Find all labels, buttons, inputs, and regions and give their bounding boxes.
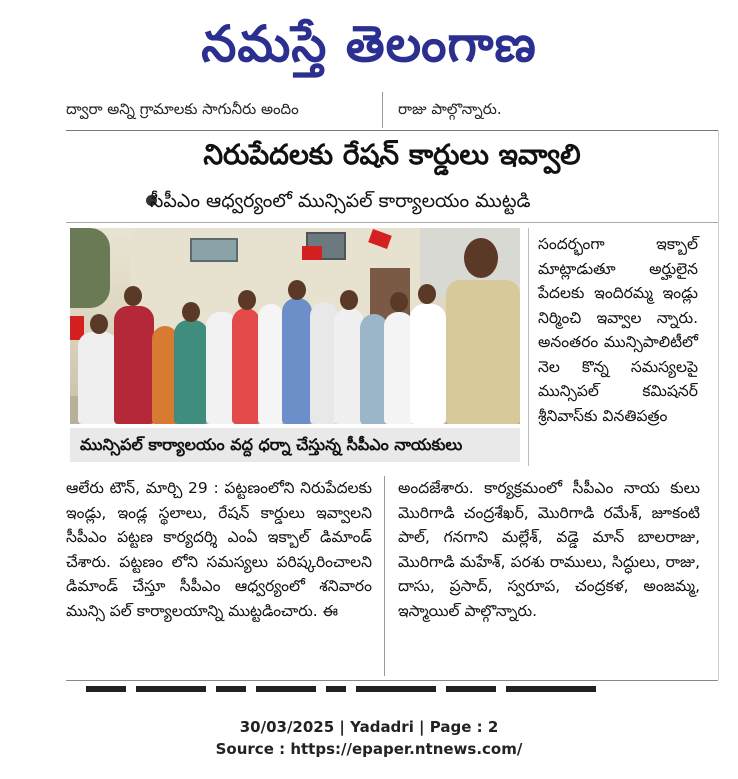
photo-person xyxy=(114,306,154,424)
article-column-left xyxy=(66,476,372,623)
next-article-cutoff xyxy=(86,686,626,696)
photo-person-head xyxy=(90,314,108,334)
photo-person-head xyxy=(124,286,142,306)
photo-window xyxy=(190,238,238,262)
photo-person xyxy=(410,304,446,424)
photo-person xyxy=(232,308,260,424)
photo-person-head xyxy=(238,290,256,310)
section-divider xyxy=(66,130,718,131)
photo-person-head xyxy=(390,292,408,312)
article-paragraph: సందర్భంగా ఇక్బాల్ మాట్లాడుతూ అర్హులైన పేదలకు ఇందిరమ్మ ఇండ్లు నిర్మించి ఇవ్వాల న్నారు. అనంతరం మున్సిపాలిటీలో నెల కొన్న సమస్యలపై మున్సిపల్ కమిషనర్ శ్రీనివాస్‌కు వినతిపత్రం xyxy=(538,235,698,425)
photo-person-head xyxy=(418,284,436,304)
photo-person-head xyxy=(288,280,306,300)
photo-person xyxy=(282,298,312,424)
photo-person xyxy=(174,320,208,424)
article-paragraph: ఆలేరు టౌన్, మార్చి 29 : పట్టణంలోని నిరుపేదలకు ఇండ్లు, ఇండ్ల స్థలాలు, రేషన్ కార్డులు ఇవ్వాలని సీపీఎం పట్టణ కార్యదర్శి ఎంఏ ఇక్బాల్ డిమాండ్ చేశారు. పట్టణం లోని సమస్యలు పరిష్కరించాలని డిమాండ్ చేస్తూ సీపీఎం ఆధ్వర్యంలో శనివారం మున్సి పల్ కార్యాలయాన్ని ముట్టడించారు. ఈ xyxy=(66,479,372,620)
previous-article-fragment-left: ద్వారా అన్ని గ్రామాలకు సాగునీరు అందిం xyxy=(66,100,299,118)
photo-caption: మున్సిపల్ కార్యాలయం వద్ద ధర్నా చేస్తున్న సీపీఎం నాయకులు xyxy=(70,428,520,462)
newspaper-masthead: నమస్తే తెలంగాణ xyxy=(201,15,537,73)
photo-person-head xyxy=(464,238,498,278)
previous-article-fragment-right: రాజు పాల్గొన్నారు. xyxy=(398,100,502,118)
article-paragraph: అందజేశారు. కార్యక్రమంలో సీపీఎం నాయ కులు మొరిగాడి చంద్రశేఖర్, మొరిగాడి రమేశ్, జూకంటి పాల్, గనగాని మల్లేశ్, వడ్డె మాన్ బాలరాజు, మొరిగాడి మహేశ్, పరశు రాములు, సిద్ధులు, రాజు, దాసు, ప్రసాద్, స్వరూప, చంద్రకళ, అంజమ్మ, ఇస్మాయిల్ పాల్గొన్నారు. xyxy=(398,479,700,620)
article-headline: నిరుపేదలకు రేషన్ కార్డులు ఇవ్వాలి xyxy=(203,138,581,171)
photo-person xyxy=(78,332,118,424)
column-divider xyxy=(528,228,529,466)
article-end-divider xyxy=(66,680,718,681)
column-divider xyxy=(384,476,385,676)
page-edge-rule xyxy=(718,130,719,680)
article-column-right-top xyxy=(538,232,698,428)
news-photo xyxy=(70,228,520,424)
photo-person-head xyxy=(340,290,358,310)
photo-person xyxy=(258,304,284,424)
photo-person-head xyxy=(182,302,200,322)
article-subheadline: సీపీఎం ఆధ్వర్యంలో మున్సిపల్ కార్యాలయం ముట్టడి xyxy=(150,190,531,212)
headline-divider xyxy=(66,222,718,223)
footer-date-line: 30/03/2025 | Yadadri | Page : 2 xyxy=(239,718,499,736)
photo-tree xyxy=(70,228,110,308)
column-divider xyxy=(382,92,383,128)
red-flag-icon xyxy=(302,246,322,260)
footer-source-line[interactable]: Source : https://epaper.ntnews.com/ xyxy=(215,740,523,758)
photo-person xyxy=(446,280,520,424)
article-column-right xyxy=(398,476,700,623)
